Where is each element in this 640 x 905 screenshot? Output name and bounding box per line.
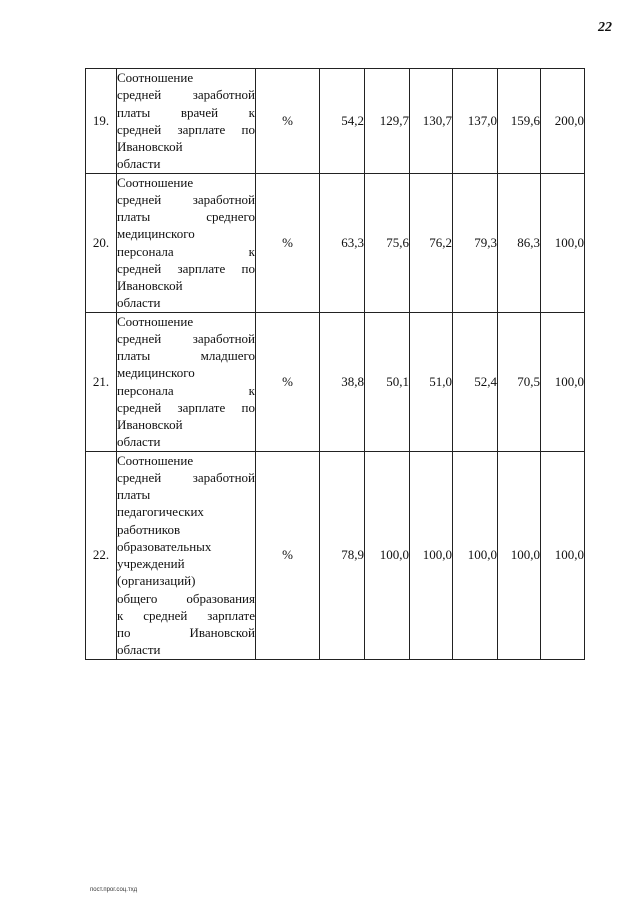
value-cell: 100,0 (453, 451, 498, 659)
description-line: общего образования (117, 590, 255, 606)
unit-cell: % (256, 69, 320, 174)
description-line: средней зарплате по (117, 121, 255, 137)
value-cell: 79,3 (453, 173, 498, 312)
value-cell: 63,3 (320, 173, 365, 312)
indicators-table (85, 68, 585, 660)
description-line: средней зарплате по (117, 399, 255, 415)
value-cell: 52,4 (453, 312, 498, 451)
footer-file-label: пост.прог.соц.тхд (90, 887, 138, 893)
value-cell: 70,5 (498, 312, 541, 451)
indicator-description (117, 451, 256, 659)
table-row (86, 69, 585, 174)
description-line: области (117, 642, 161, 658)
description-line: платы младшего (117, 348, 255, 363)
value-cell: 200,0 (541, 69, 585, 174)
description-line: платы врачей к (117, 104, 255, 120)
table-row (86, 312, 585, 451)
value-cell: 38,8 (320, 312, 365, 451)
description-line: средней заработной (117, 87, 255, 103)
indicator-description (117, 312, 256, 451)
value-cell: 100,0 (410, 451, 453, 659)
indicator-description (117, 173, 256, 312)
description-line: персонала к (117, 243, 255, 259)
value-cell: 86,3 (498, 173, 541, 312)
description-line: средней заработной (117, 330, 255, 346)
table-row (86, 451, 585, 659)
description-line: учреждений (117, 556, 185, 571)
value-cell: 100,0 (365, 451, 410, 659)
value-cell: 75,6 (365, 173, 410, 312)
value-cell: 76,2 (410, 173, 453, 312)
page-number: 22 (598, 20, 612, 35)
description-line: педагогических (117, 504, 204, 520)
description-line: платы среднего (117, 209, 255, 224)
value-cell: 100,0 (498, 451, 541, 659)
unit-cell: % (256, 312, 320, 451)
row-number: 19. (86, 69, 117, 174)
description-line: области (117, 434, 161, 450)
unit-cell: % (256, 173, 320, 312)
table-row (86, 173, 585, 312)
unit-cell: % (256, 451, 320, 659)
description-line: Соотношение (117, 452, 194, 468)
value-cell: 78,9 (320, 451, 365, 659)
description-line: средней зарплате по (117, 260, 255, 276)
value-cell: 129,7 (365, 69, 410, 174)
description-line: Соотношение (117, 70, 194, 85)
value-cell: 130,7 (410, 69, 453, 174)
value-cell: 100,0 (541, 173, 585, 312)
description-line: Соотношение (117, 313, 194, 329)
row-number: 21. (86, 312, 117, 451)
description-line: медицинского (117, 226, 195, 242)
value-cell: 137,0 (453, 69, 498, 174)
description-line: средней заработной (117, 191, 255, 207)
description-line: Ивановской (117, 278, 183, 293)
description-line: (организаций) (117, 573, 196, 589)
row-number: 20. (86, 173, 117, 312)
value-cell: 100,0 (541, 451, 585, 659)
description-line: средней заработной (117, 469, 255, 485)
value-cell: 51,0 (410, 312, 453, 451)
description-line: области (117, 156, 161, 172)
value-cell: 54,2 (320, 69, 365, 174)
description-line: работников (117, 521, 181, 537)
description-line: персонала к (117, 382, 255, 398)
description-line: Ивановской (117, 417, 183, 432)
description-line: медицинского (117, 365, 195, 381)
value-cell: 50,1 (365, 312, 410, 451)
value-cell: 100,0 (541, 312, 585, 451)
description-line: Ивановской (117, 139, 183, 154)
description-line: образовательных (117, 538, 212, 554)
description-line: области (117, 295, 161, 311)
description-line: к средней зарплате (117, 607, 255, 623)
value-cell: 159,6 (498, 69, 541, 174)
indicator-description (117, 69, 256, 174)
row-number: 22. (86, 451, 117, 659)
description-line: Соотношение (117, 174, 194, 190)
description-line: платы (117, 487, 151, 502)
description-line: по Ивановской (117, 625, 255, 640)
